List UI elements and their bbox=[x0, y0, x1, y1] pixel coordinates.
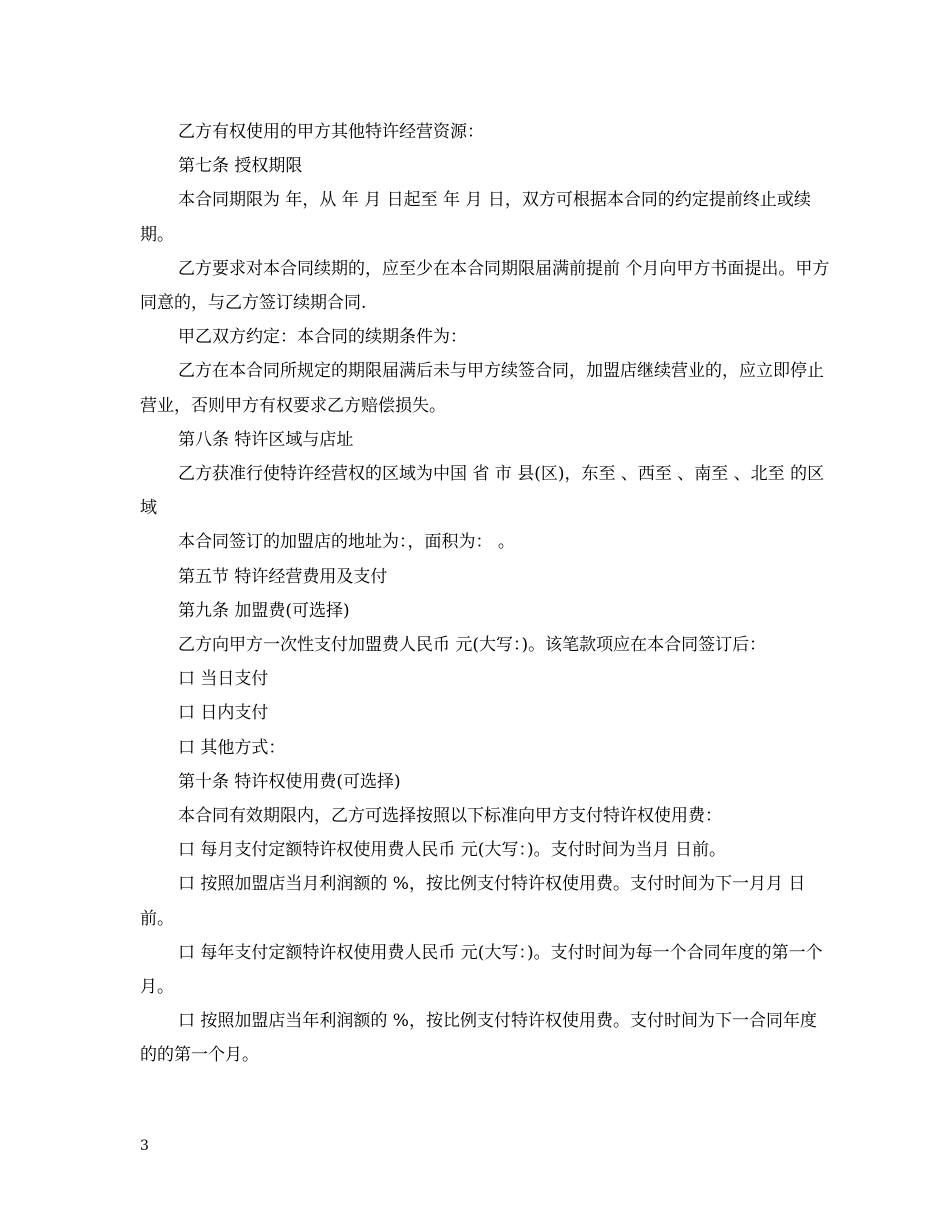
paragraph: 本合同有效期限内，乙方可选择按照以下标准向甲方支付特许权使用费： bbox=[178, 806, 722, 827]
paragraph: 本合同签订的加盟店的地址为：，面积为： 。 bbox=[178, 532, 515, 553]
page-number: 3 bbox=[140, 1138, 149, 1154]
checkbox-option: 口 当日支付 bbox=[178, 669, 269, 690]
paragraph: 本合同期限为 年，从 年 月 日起至 年 月 日，双方可根据本合同的约定提前终止或续期。 bbox=[140, 190, 811, 245]
paragraph: 乙方获准行使特许经营权的区域为中国 省 市 县(区)，东至 、西至 、南至 、北至 的区域 bbox=[140, 464, 825, 519]
document-body bbox=[140, 115, 830, 1073]
article-heading: 第十条 特许权使用费(可选择) bbox=[178, 771, 401, 792]
paragraph: 乙方在本合同所规定的期限届满后未与甲方续签合同，加盟店继续营业的，应立即停止营业，否则甲方有权要求乙方赔偿损失。 bbox=[140, 361, 824, 416]
paragraph: 乙方向甲方一次性支付加盟费人民币 元(大写：)。该笔款项应在本合同签订后： bbox=[178, 635, 767, 656]
checkbox-option: 口 按照加盟店当月利润额的 %，按比例支付特许权使用费。支付时间为下一月月 日前。 bbox=[140, 874, 806, 929]
checkbox-option: 口 按照加盟店当年利润额的 %，按比例支付特许权使用费。支付时间为下一合同年度的的第一个月。 bbox=[140, 1011, 817, 1066]
checkbox-option: 口 其他方式： bbox=[178, 737, 286, 758]
article-heading: 第七条 授权期限 bbox=[178, 156, 303, 177]
article-heading: 第九条 加盟费(可选择) bbox=[178, 600, 350, 621]
checkbox-option: 口 每月支付定额特许权使用费人民币 元(大写：)。支付时间为当月 日前。 bbox=[178, 840, 726, 861]
checkbox-option: 口 每年支付定额特许权使用费人民币 元(大写：)。支付时间为每一个合同年度的第一个月。 bbox=[140, 942, 823, 998]
paragraph: 乙方有权使用的甲方其他特许经营资源： bbox=[178, 122, 484, 142]
checkbox-option: 口 日内支付 bbox=[178, 703, 269, 724]
paragraph: 甲乙双方约定：本合同的续期条件为： bbox=[178, 327, 467, 348]
section-heading: 第五节 特许经营费用及支付 bbox=[178, 566, 388, 587]
paragraph: 乙方要求对本合同续期的，应至少在本合同期限届满前提前 个月向甲方书面提出。甲方同意的，与乙方签订续期合同. bbox=[140, 258, 830, 314]
article-heading: 第八条 特许区域与店址 bbox=[178, 429, 354, 450]
